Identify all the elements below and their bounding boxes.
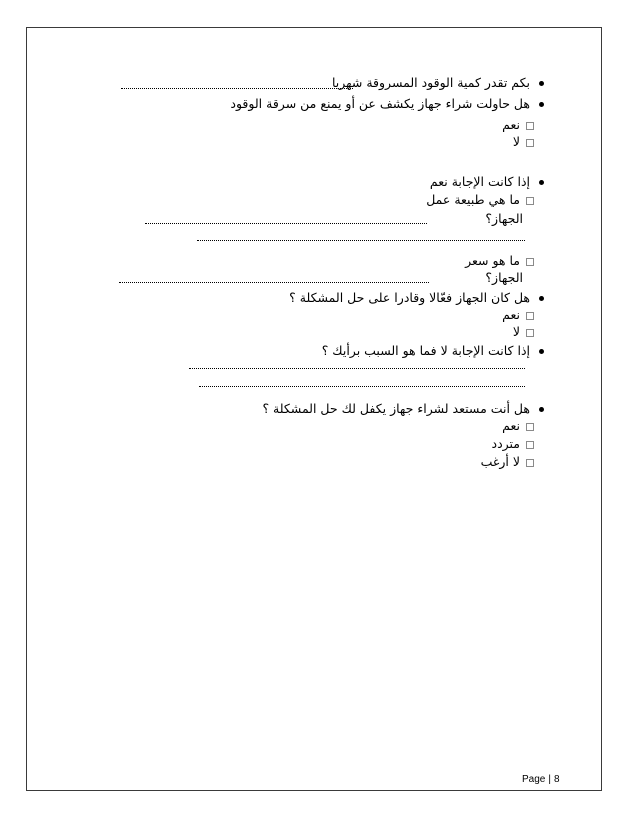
question-text: الجهاز؟ [485,270,523,285]
option-q6-maybe[interactable] [492,436,535,452]
question-text: هل أنت مستعد لشراء جهاز يكفل لك حل المشكلة ؟ [262,401,530,416]
question-tried-device [230,96,544,112]
question-device-effective [289,290,544,306]
checkbox[interactable] [526,329,534,337]
option-q6-yes[interactable] [502,418,534,434]
option-label: لا أرغب [480,454,520,469]
option-q4-no[interactable] [513,324,534,340]
option-q6-no[interactable] [481,454,534,470]
option-q2-yes[interactable] [502,117,534,133]
checkbox[interactable] [526,441,534,449]
checkbox[interactable] [526,197,534,205]
subquestion-device-price [465,253,534,269]
option-label: لا [512,324,520,339]
answer-line[interactable] [119,282,429,283]
question-text: بكم تقدر كمية الوقود المسروقة شهريا [331,75,530,90]
option-q4-yes[interactable] [502,307,534,323]
answer-line[interactable] [197,240,525,241]
option-label: نعم [502,418,520,433]
answer-line[interactable] [145,223,427,224]
question-if-yes [430,174,544,190]
page-footer [522,774,560,785]
checkbox[interactable] [526,258,534,266]
option-label: متردد [491,436,520,451]
bullet [539,102,544,107]
question-text: ما هو سعر [465,253,520,268]
bullet [539,349,544,354]
question-ready-to-buy [262,401,544,417]
bullet [539,296,544,301]
subquestion-device-nature-cont [485,211,523,227]
page-label: Page [522,774,546,785]
option-label: لا [512,134,520,149]
answer-line[interactable] [189,368,525,369]
question-text: إذا كانت الإجابة نعم [429,174,530,189]
checkbox[interactable] [526,139,534,147]
answer-line[interactable] [121,88,353,89]
option-q2-no[interactable] [513,134,534,150]
question-text: الجهاز؟ [485,211,523,226]
page-separator: | [548,774,551,785]
checkbox[interactable] [526,122,534,130]
question-text: هل كان الجهاز فعّالا وقادرا على حل المشكلة ؟ [289,290,530,305]
question-reason [322,343,544,359]
bullet [539,180,544,185]
bullet [539,81,544,86]
checkbox[interactable] [526,423,534,431]
subquestion-device-nature [426,192,534,208]
option-label: نعم [502,117,520,132]
question-text: ما هي طبيعة عمل [426,192,520,207]
bullet [539,407,544,412]
checkbox[interactable] [526,459,534,467]
checkbox[interactable] [526,312,534,320]
subquestion-device-price-cont [485,270,523,286]
question-text: هل حاولت شراء جهاز يكشف عن أو يمنع من سرقة الوقود [230,96,530,111]
page-number: 8 [553,774,560,785]
answer-line[interactable] [199,386,525,387]
question-fuel-amount [332,75,544,91]
option-label: نعم [502,307,520,322]
question-text: إذا كانت الإجابة لا فما هو السبب برأيك ؟ [321,343,530,358]
